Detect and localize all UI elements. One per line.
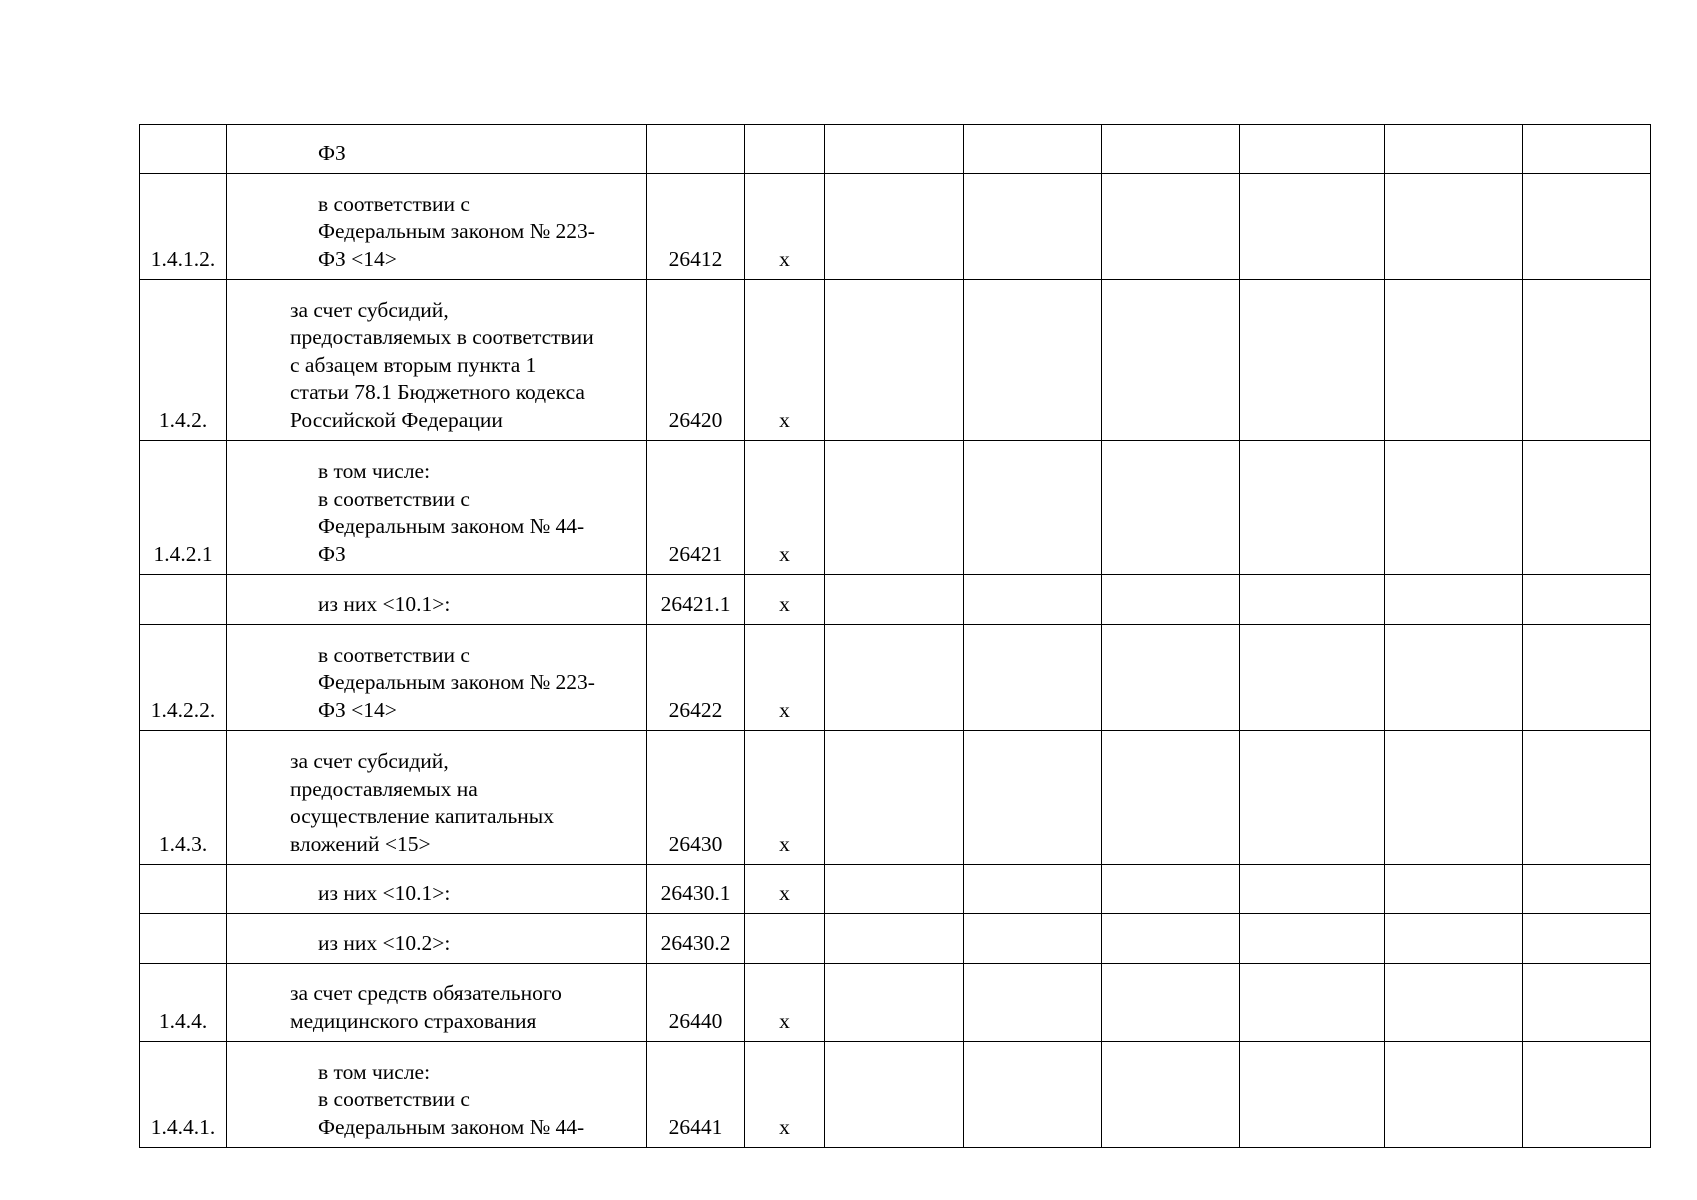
- row-number-text: 1.4.2.: [158, 407, 208, 432]
- value-cell: [1523, 914, 1651, 964]
- value-cell: [1523, 441, 1651, 575]
- value-cell: [1240, 964, 1385, 1042]
- row-mark-text: x: [779, 541, 790, 566]
- row-number: [140, 575, 227, 625]
- row-mark-text: x: [779, 407, 790, 432]
- row-mark-text: x: [779, 1114, 790, 1139]
- row-number-text: 1.4.4.1.: [150, 1114, 216, 1139]
- row-code-text: 26430.2: [660, 930, 731, 955]
- row-description-text: из них <10.1>:: [318, 591, 451, 616]
- value-cell: [964, 625, 1102, 731]
- value-cell: [1385, 441, 1523, 575]
- table-row: [140, 174, 1651, 280]
- value-cell: [1523, 280, 1651, 441]
- row-code: [647, 865, 745, 914]
- row-code: [647, 441, 745, 575]
- row-code-text: 26440: [668, 1008, 723, 1033]
- row-code-text: 26430.1: [660, 880, 731, 905]
- table-row: [140, 625, 1651, 731]
- value-cell: [825, 731, 964, 865]
- value-cell: [1523, 174, 1651, 280]
- row-description: [227, 625, 647, 731]
- row-description: [227, 174, 647, 280]
- row-mark: [745, 1042, 825, 1148]
- value-cell: [1240, 914, 1385, 964]
- row-number: [140, 625, 227, 731]
- value-cell: [1523, 125, 1651, 174]
- row-description: [227, 441, 647, 575]
- row-description-text: в соответствии с Федеральным законом № 223- ФЗ <14>: [318, 191, 595, 271]
- row-code-text: 26441: [668, 1114, 723, 1139]
- value-cell: [825, 125, 964, 174]
- row-number: [140, 1042, 227, 1148]
- value-cell: [825, 280, 964, 441]
- table-row: [140, 1042, 1651, 1148]
- table-row: [140, 865, 1651, 914]
- table-row: [140, 125, 1651, 174]
- row-code-text: 26430: [668, 831, 723, 856]
- value-cell: [964, 914, 1102, 964]
- value-cell: [825, 964, 964, 1042]
- table-row: [140, 441, 1651, 575]
- row-code-text: 26412: [668, 246, 723, 271]
- row-description-text: ФЗ: [318, 140, 346, 165]
- value-cell: [825, 174, 964, 280]
- row-mark: [745, 575, 825, 625]
- value-cell: [825, 625, 964, 731]
- row-mark-text: x: [779, 591, 790, 616]
- row-description-text: за счет субсидий, предоставляемых на осуществление капитальных вложений <15>: [290, 749, 554, 856]
- row-number: [140, 731, 227, 865]
- row-code: [647, 731, 745, 865]
- row-code: [647, 125, 745, 174]
- row-number-text: 1.4.3.: [158, 831, 208, 856]
- row-code: [647, 625, 745, 731]
- value-cell: [1385, 625, 1523, 731]
- row-code: [647, 174, 745, 280]
- table-row: [140, 731, 1651, 865]
- row-description-text: из них <10.2>:: [318, 930, 451, 955]
- row-mark: [745, 731, 825, 865]
- row-number: [140, 125, 227, 174]
- value-cell: [1385, 174, 1523, 280]
- row-mark: [745, 280, 825, 441]
- table-row: [140, 964, 1651, 1042]
- row-description: [227, 575, 647, 625]
- value-cell: [1102, 914, 1240, 964]
- row-number: [140, 964, 227, 1042]
- value-cell: [825, 441, 964, 575]
- row-code: [647, 1042, 745, 1148]
- table-row: [140, 914, 1651, 964]
- row-description-text: за счет субсидий, предоставляемых в соответствии с абзацем вторым пункта 1 статьи 78.1 Бюджетного кодекса Российской Федерации: [290, 297, 594, 432]
- value-cell: [1523, 964, 1651, 1042]
- value-cell: [1102, 865, 1240, 914]
- table-row: [140, 280, 1651, 441]
- row-number-text: 1.4.4.: [158, 1008, 208, 1033]
- row-number-text: 1.4.2.2.: [150, 697, 216, 722]
- row-code: [647, 575, 745, 625]
- value-cell: [825, 865, 964, 914]
- value-cell: [1385, 125, 1523, 174]
- value-cell: [825, 575, 964, 625]
- row-description: [227, 914, 647, 964]
- row-number-text: 1.4.1.2.: [150, 246, 216, 271]
- row-description-text: за счет средств обязательного медицинского страхования: [290, 981, 562, 1033]
- row-mark: [745, 964, 825, 1042]
- value-cell: [1385, 731, 1523, 865]
- row-number: [140, 441, 227, 575]
- value-cell: [964, 865, 1102, 914]
- row-code-text: 26421: [668, 541, 723, 566]
- value-cell: [1102, 441, 1240, 575]
- value-cell: [1523, 731, 1651, 865]
- value-cell: [1102, 174, 1240, 280]
- row-mark-text: x: [779, 831, 790, 856]
- row-mark: [745, 865, 825, 914]
- value-cell: [1240, 1042, 1385, 1148]
- row-description: [227, 125, 647, 174]
- row-number-text: 1.4.2.1: [153, 541, 213, 566]
- row-mark: [745, 914, 825, 964]
- value-cell: [1385, 914, 1523, 964]
- row-mark-text: x: [779, 246, 790, 271]
- value-cell: [1240, 731, 1385, 865]
- value-cell: [1102, 964, 1240, 1042]
- report-table-body: [140, 125, 1651, 1148]
- row-mark-text: x: [779, 1008, 790, 1033]
- row-number: [140, 865, 227, 914]
- row-description-text: в соответствии с Федеральным законом № 223- ФЗ <14>: [318, 642, 595, 722]
- row-mark: [745, 441, 825, 575]
- row-mark: [745, 174, 825, 280]
- row-number: [140, 914, 227, 964]
- value-cell: [1523, 1042, 1651, 1148]
- value-cell: [1385, 280, 1523, 441]
- value-cell: [964, 1042, 1102, 1148]
- row-number: [140, 174, 227, 280]
- row-code-text: 26421.1: [660, 591, 731, 616]
- value-cell: [1240, 125, 1385, 174]
- row-mark: [745, 125, 825, 174]
- row-code: [647, 964, 745, 1042]
- value-cell: [964, 441, 1102, 575]
- row-mark-text: x: [779, 697, 790, 722]
- row-description: [227, 865, 647, 914]
- value-cell: [1385, 964, 1523, 1042]
- value-cell: [964, 964, 1102, 1042]
- value-cell: [964, 280, 1102, 441]
- value-cell: [1523, 575, 1651, 625]
- value-cell: [825, 1042, 964, 1148]
- row-code-text: 26422: [668, 697, 723, 722]
- value-cell: [1240, 441, 1385, 575]
- row-description: [227, 731, 647, 865]
- value-cell: [1102, 1042, 1240, 1148]
- value-cell: [1523, 625, 1651, 731]
- row-description: [227, 1042, 647, 1148]
- value-cell: [1240, 865, 1385, 914]
- row-mark-text: x: [779, 880, 790, 905]
- value-cell: [964, 174, 1102, 280]
- value-cell: [1240, 575, 1385, 625]
- row-code-text: 26420: [668, 407, 723, 432]
- report-table: [139, 124, 1651, 1148]
- row-description-text: в том числе: в соответствии с Федеральным законом № 44- ФЗ: [318, 459, 585, 566]
- value-cell: [1240, 625, 1385, 731]
- row-code: [647, 280, 745, 441]
- value-cell: [964, 125, 1102, 174]
- row-description-text: из них <10.1>:: [318, 880, 451, 905]
- value-cell: [964, 731, 1102, 865]
- value-cell: [1102, 575, 1240, 625]
- value-cell: [1102, 731, 1240, 865]
- row-mark: [745, 625, 825, 731]
- row-description: [227, 280, 647, 441]
- value-cell: [1102, 280, 1240, 441]
- value-cell: [1385, 575, 1523, 625]
- value-cell: [964, 575, 1102, 625]
- value-cell: [825, 914, 964, 964]
- value-cell: [1385, 865, 1523, 914]
- table-row: [140, 575, 1651, 625]
- value-cell: [1240, 280, 1385, 441]
- value-cell: [1102, 625, 1240, 731]
- value-cell: [1240, 174, 1385, 280]
- value-cell: [1523, 865, 1651, 914]
- value-cell: [1102, 125, 1240, 174]
- value-cell: [1385, 1042, 1523, 1148]
- row-code: [647, 914, 745, 964]
- row-description: [227, 964, 647, 1042]
- row-description-text: в том числе: в соответствии с Федеральным законом № 44-: [318, 1059, 585, 1139]
- row-number: [140, 280, 227, 441]
